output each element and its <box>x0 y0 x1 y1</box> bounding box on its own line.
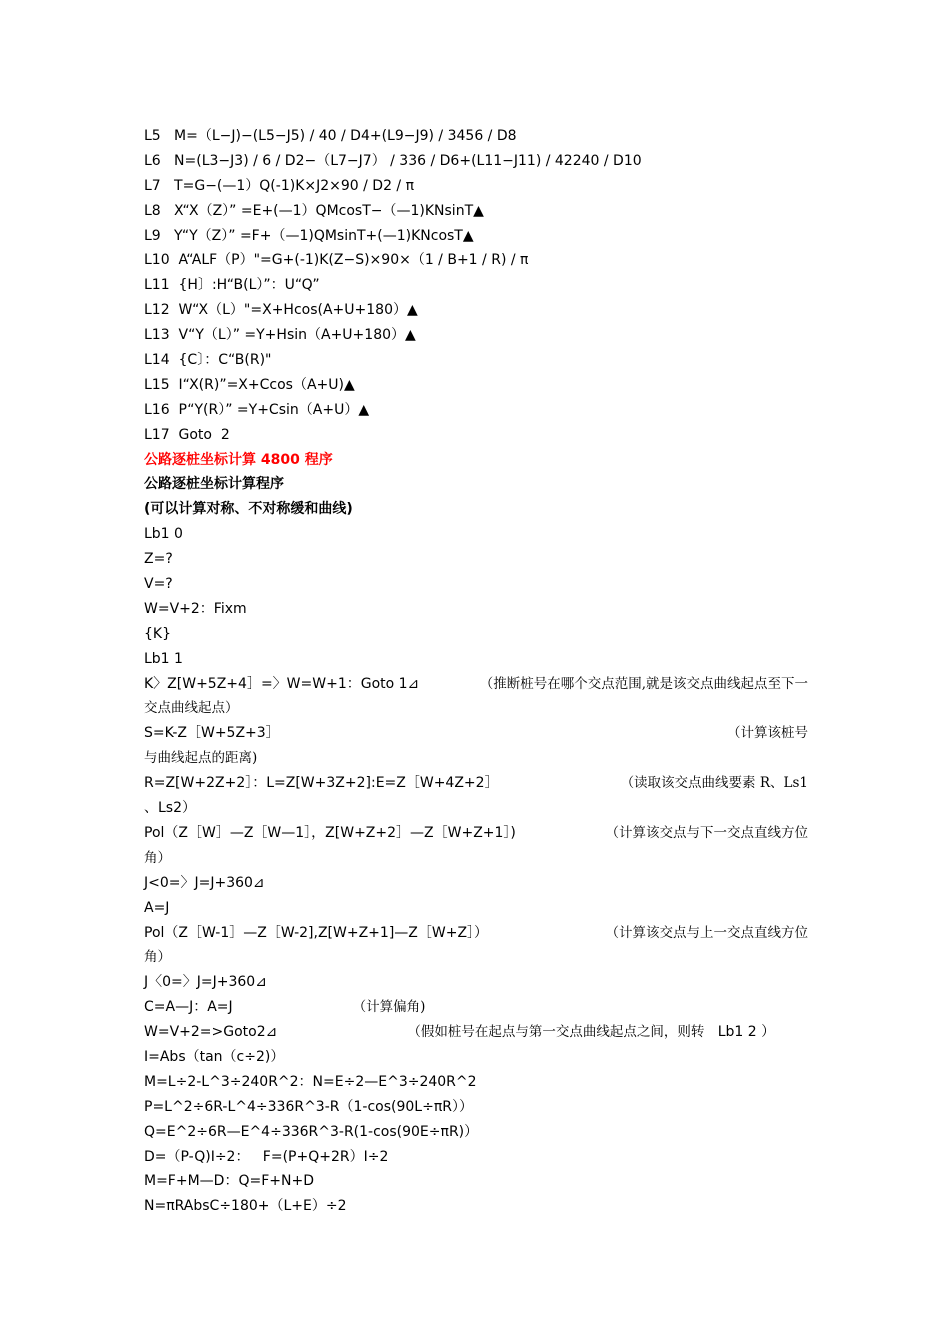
program-line-22: M=F+M—D：Q=F+N+D <box>144 1173 314 1190</box>
program-line-8 <box>144 721 808 746</box>
program-line-17: I=Abs（tan（c÷2)） <box>144 1048 285 1065</box>
code-line-l9: L9 Y“Y（Z）” =F+（—1)QMsinT+(—1)KNcosT▲ <box>144 227 474 244</box>
code-line-l17: L17 Goto 2 <box>144 426 230 443</box>
program-line-23: N=πRAbsC÷180+（L+E）÷2 <box>144 1198 347 1215</box>
code-line-l15: L15 I“X(R)”=X+Ccos（A+U)▲ <box>144 376 355 393</box>
program-comment-continued: 角） <box>144 949 171 966</box>
program-line-7 <box>144 672 808 697</box>
code-line-l7: L7 T=G−(—1）Q(-1)K×J2×90 / D2 / π <box>144 177 415 194</box>
program-line-4: W=V+2：Fixm <box>144 600 247 617</box>
program-code: Pol（Z［W-1］—Z［W-2],Z[W+Z+1]—Z［W+Z］） <box>144 924 489 941</box>
program-comment: （读取该交点曲线要素 R、Ls1 <box>620 775 808 792</box>
program-line-19: P=L^2÷6R-L^4÷336R^3-R（1-cos(90L÷πR）） <box>144 1098 473 1115</box>
program-code: R=Z[W+2Z+2］：L=Z[W+3Z+2]:E=Z［W+4Z+2］ <box>144 775 499 792</box>
program-code: K〉Z[W+5Z+4］=〉W=W+1：Goto 1⊿ <box>144 675 420 692</box>
code-line-l5: L5 M=（L−J)−(L5−J5) / 40 / D4+(L9−J9) / 3456 / D8 <box>144 128 517 144</box>
program-comment-continued: 与曲线起点的距离) <box>144 750 258 767</box>
section-heading: 公路逐桩坐标计算程序 <box>144 476 284 493</box>
code-line-l10: L10 A“ALF（P）"=G+(-1)K(Z−S)×90×（1 / B+1 / R) / π <box>144 252 529 269</box>
code-line-l11: L11 {H〕:H“B(L）”：U“Q” <box>144 277 320 294</box>
program-line-2: Z=? <box>144 551 173 568</box>
program-comment-tail: Lb1 2 ） <box>704 1024 776 1041</box>
program-line-14: J〈0=〉J=J+360⊿ <box>144 974 267 991</box>
program-comment: （计算该交点与上一交点直线方位 <box>605 924 808 941</box>
document-body <box>144 124 808 1219</box>
code-line-l12: L12 W“X（L）"=X+Hcos(A+U+180）▲ <box>144 302 418 319</box>
section-subtitle: (可以计算对称、不对称缓和曲线) <box>144 501 353 518</box>
program-line-15 <box>144 995 808 1020</box>
program-line-3: V=? <box>144 576 173 593</box>
program-code: S=K-Z［W+5Z+3］ <box>144 725 280 742</box>
program-code: C=A—J：A=J <box>144 999 233 1016</box>
program-line-13 <box>144 921 808 946</box>
program-code: Pol（Z［W］—Z［W—1］，Z[W+Z+2］—Z［W+Z+1］) <box>144 824 516 841</box>
program-line-6: Lb1 1 <box>144 650 183 667</box>
program-line-12: A=J <box>144 899 170 916</box>
section-heading-red: 公路逐桩坐标计算 4800 程序 <box>144 451 333 468</box>
program-line-5: {K} <box>144 625 171 642</box>
code-line-l8: L8 X“X（Z）” =E+(—1）QMcosT−（—1)KNsinT▲ <box>144 202 484 219</box>
program-comment: （计算该交点与下一交点直线方位 <box>605 824 808 841</box>
program-comment: （假如桩号在起点与第一交点曲线起点之间，则转 <box>407 1024 705 1041</box>
program-line-11: J<0=〉J=J+360⊿ <box>144 874 265 891</box>
program-line-10 <box>144 821 808 846</box>
code-line-l6: L6 N=(L3−J3) / 6 / D2−（L7−J7） / 336 / D6+(L11−J11) / 42240 / D10 <box>144 152 642 169</box>
code-line-l16: L16 P“Y(R）” =Y+Csin（A+U）▲ <box>144 401 370 418</box>
program-line-16 <box>144 1020 808 1045</box>
program-line-20: Q=E^2÷6R—E^4÷336R^3-R(1-cos(90E÷πR)） <box>144 1123 479 1140</box>
program-code: W=V+2=>Goto2⊿ <box>144 1024 278 1041</box>
program-comment-continued: 交点曲线起点） <box>144 700 239 717</box>
program-line-18: M=L÷2-L^3÷240R^2：N=E÷2—E^3÷240R^2 <box>144 1073 477 1090</box>
program-comment: （计算该桩号 <box>727 725 808 742</box>
program-line-21: D=（P-Q)I÷2： F=(P+Q+2R）I÷2 <box>144 1148 389 1165</box>
code-line-l13: L13 V“Y（L）” =Y+Hsin（A+U+180）▲ <box>144 327 416 344</box>
code-line-l14: L14 {C〕：C“B(R)" <box>144 352 272 369</box>
program-line-9 <box>144 771 808 796</box>
program-line-1: Lb1 0 <box>144 526 183 543</box>
program-comment: （推断桩号在哪个交点范围,就是该交点曲线起点至下一 <box>479 675 808 692</box>
program-comment: （计算偏角) <box>352 999 426 1016</box>
program-comment-continued: 、Ls2） <box>144 800 197 817</box>
program-comment-continued: 角） <box>144 849 171 866</box>
